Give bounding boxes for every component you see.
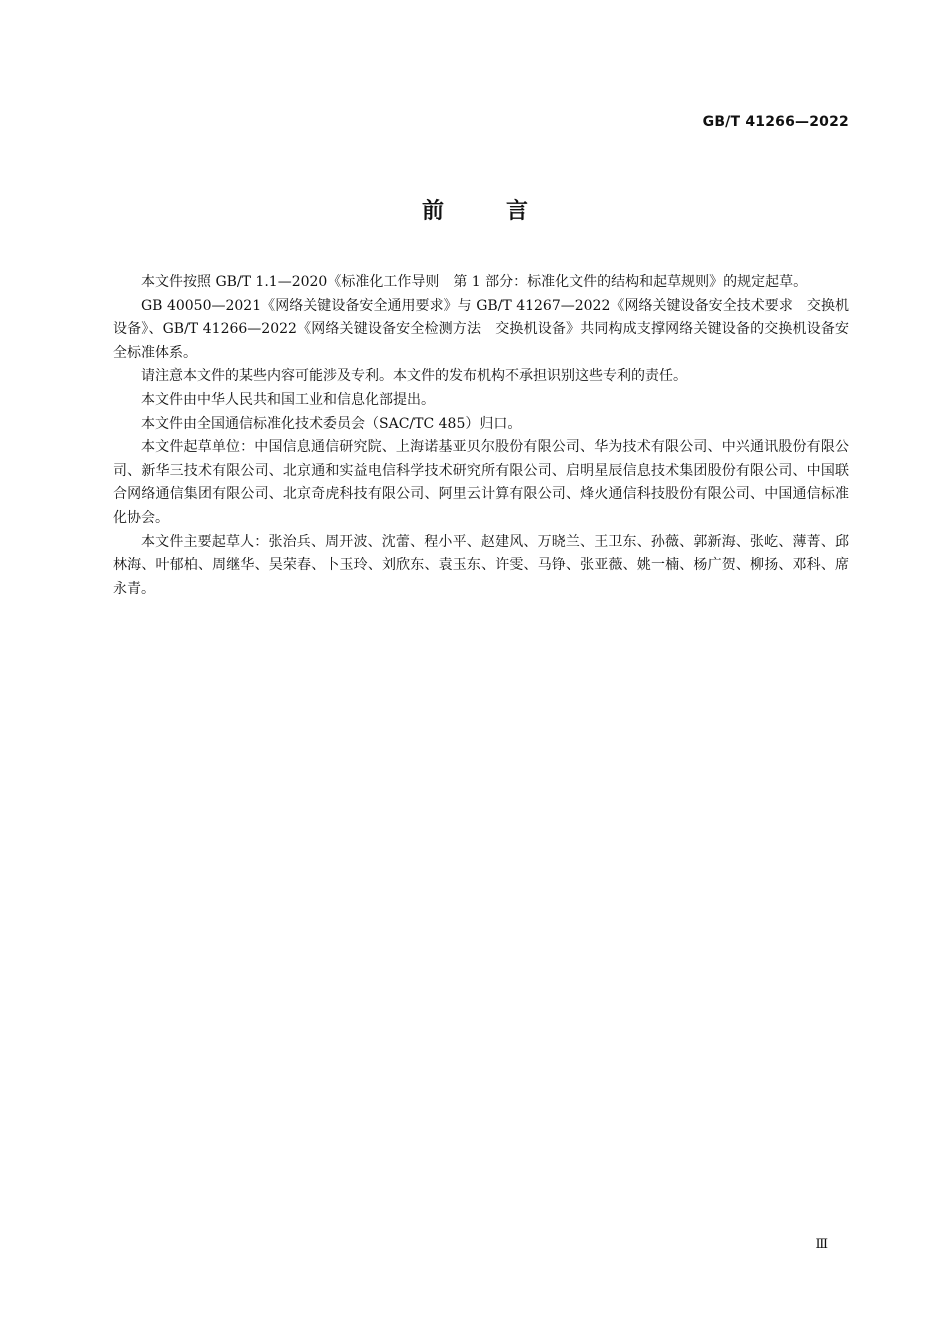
page-title: 前言 — [421, 199, 590, 224]
paragraph-drafting-rules: 本文件按照 GB/T 1.1—2020《标准化工作导则 第 1 部分：标准化文件的结构和起草规则》的规定起草。 — [141, 274, 808, 290]
foreword-body — [113, 271, 849, 601]
paragraph-standard-system: GB 40050—2021《网络关键设备安全通用要求》与 GB/T 41267—2022《网络关键设备安全技术要求 交换机设备》、GB/T 41266—2022《网络关键设备安全检测方法 交换机设备》共同构成支撑网络关键设备的交换机设备安全标准体系。 — [113, 297, 849, 361]
page-number: Ⅲ — [815, 1237, 828, 1252]
paragraph-technical-committee: 本文件由全国通信标准化技术委员会（SAC/TC 485）归口。 — [141, 415, 522, 432]
paragraph-drafters: 本文件主要起草人：张治兵、周开波、沈蕾、程小平、赵建风、万晓兰、王卫东、孙薇、郭新海、张屹、薄菁、邱林海、叶郁柏、周继华、吴荣春、卜玉玲、刘欣东、袁玉东、许雯、马铮、张亚薇、姚一楠、杨广贺、柳扬、邓科、席永青。 — [113, 533, 849, 597]
paragraph-drafting-organizations: 本文件起草单位：中国信息通信研究院、上海诺基亚贝尔股份有限公司、华为技术有限公司、中兴通讯股份有限公司、新华三技术有限公司、北京通和实益电信科学技术研究所有限公司、启明星辰信息技术集团股份有限公司、中国联合网络通信集团有限公司、北京奇虎科技有限公司、阿里云计算有限公司、烽火通信科技股份有限公司、中国通信标准化协会。 — [113, 439, 849, 526]
paragraph-patent-notice: 请注意本文件的某些内容可能涉及专利。本文件的发布机构不承担识别这些专利的责任。 — [141, 368, 687, 385]
standard-number: GB/T 41266—2022 — [702, 114, 849, 130]
paragraph-proposer: 本文件由中华人民共和国工业和信息化部提出。 — [141, 391, 435, 408]
